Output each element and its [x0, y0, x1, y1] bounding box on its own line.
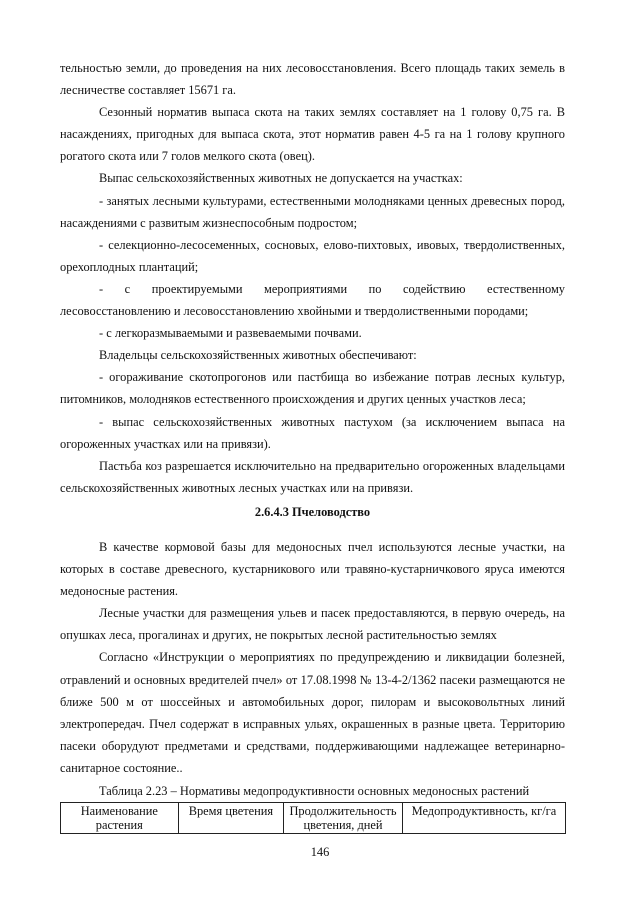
paragraph: Пастьба коз разрешается исключительно на предварительно огороженных владельцами сельскохозяйственных животных лесных участках или на привязи.	[60, 458, 565, 495]
paragraph: Выпас сельскохозяйственных животных не допускается на участках:	[99, 171, 463, 186]
column-header-bloom-duration: Продолжительность цветения, дней	[284, 803, 403, 834]
column-header-bloom-time: Время цветения	[178, 803, 284, 834]
paragraph: тельностью земли, до проведения на них лесовосстановления. Всего площадь таких земель в лесничестве составляет 15671 га.	[60, 61, 565, 98]
list-item: - огораживание скотопрогонов или пастбища во избежание потрав лесных культур, питомников, молодняков естественного происхождения и других ценных участков леса;	[60, 370, 565, 407]
section-heading: 2.6.4.3 Пчеловодство	[254, 504, 371, 519]
list-item: - занятых лесными культурами, естественными молодняками ценных древесных пород, насаждениями с развитым жизнеспособным подростом;	[60, 193, 565, 230]
page-number: 146	[310, 845, 330, 859]
table-header-row	[61, 803, 566, 834]
paragraph: Сезонный норматив выпаса скота на таких землях составляет на 1 голову 0,75 га. В насаждениях, пригодных для выпаса скота, этот норматив равен 4-5 га на 1 голову крупного рогатого скота или 7 голов мелкого скота (овец).	[60, 105, 565, 164]
paragraph: Владельцы сельскохозяйственных животных обеспечивают:	[99, 348, 417, 363]
column-header-honey-productivity: Медопродуктивность, кг/га	[402, 803, 565, 834]
paragraph: В качестве кормовой базы для медоносных пчел используются лесные участки, на которых в составе древесного, кустарникового или травяно-кустарничкового яруса имеются медоносные растения.	[60, 539, 565, 599]
list-item: - выпас сельскохозяйственных животных пастухом (за исключением выпаса на огороженных участках или на привязи).	[60, 414, 565, 451]
page-body	[60, 57, 565, 802]
list-item: - селекционно-лесосеменных, сосновых, елово-пихтовых, ивовых, твердолиственных, орехоплодных плантаций;	[60, 237, 565, 274]
paragraph: Лесные участки для размещения ульев и пасек предоставляются, в первую очередь, на опушках леса, прогалинах и других, не покрытых лесной растительностью землях	[60, 606, 565, 643]
list-item: - с легкоразмываемыми и развеваемыми почвами.	[99, 326, 362, 341]
nectar-norms-table	[60, 802, 566, 834]
paragraph: Согласно «Инструкции о мероприятиях по предупреждению и ликвидации болезней, отравлений и основных вредителей пчел» от 17.08.1998 № 13-4-2/1362 пасеки размещаются не ближе 500 м от шоссейных и автомобильных дорог, пилорам и высоковольтных линий электропередач. Пчел содержат в исправных ульях, окрашенных в разные цвета. Территорию пасеки оборудуют предметами и средствами, поддерживающими надлежащее ветеринарно-санитарное состояние..	[60, 650, 565, 775]
table-caption: Таблица 2.23 – Нормативы медопродуктивности основных медоносных растений	[99, 784, 530, 798]
list-item: - с проектируемыми мероприятиями по содействию естественному лесовосстановлению и лесовосстановлению хвойными и твердолиственными породами;	[60, 281, 565, 319]
column-header-plant-name: Наименование растения	[61, 803, 179, 834]
